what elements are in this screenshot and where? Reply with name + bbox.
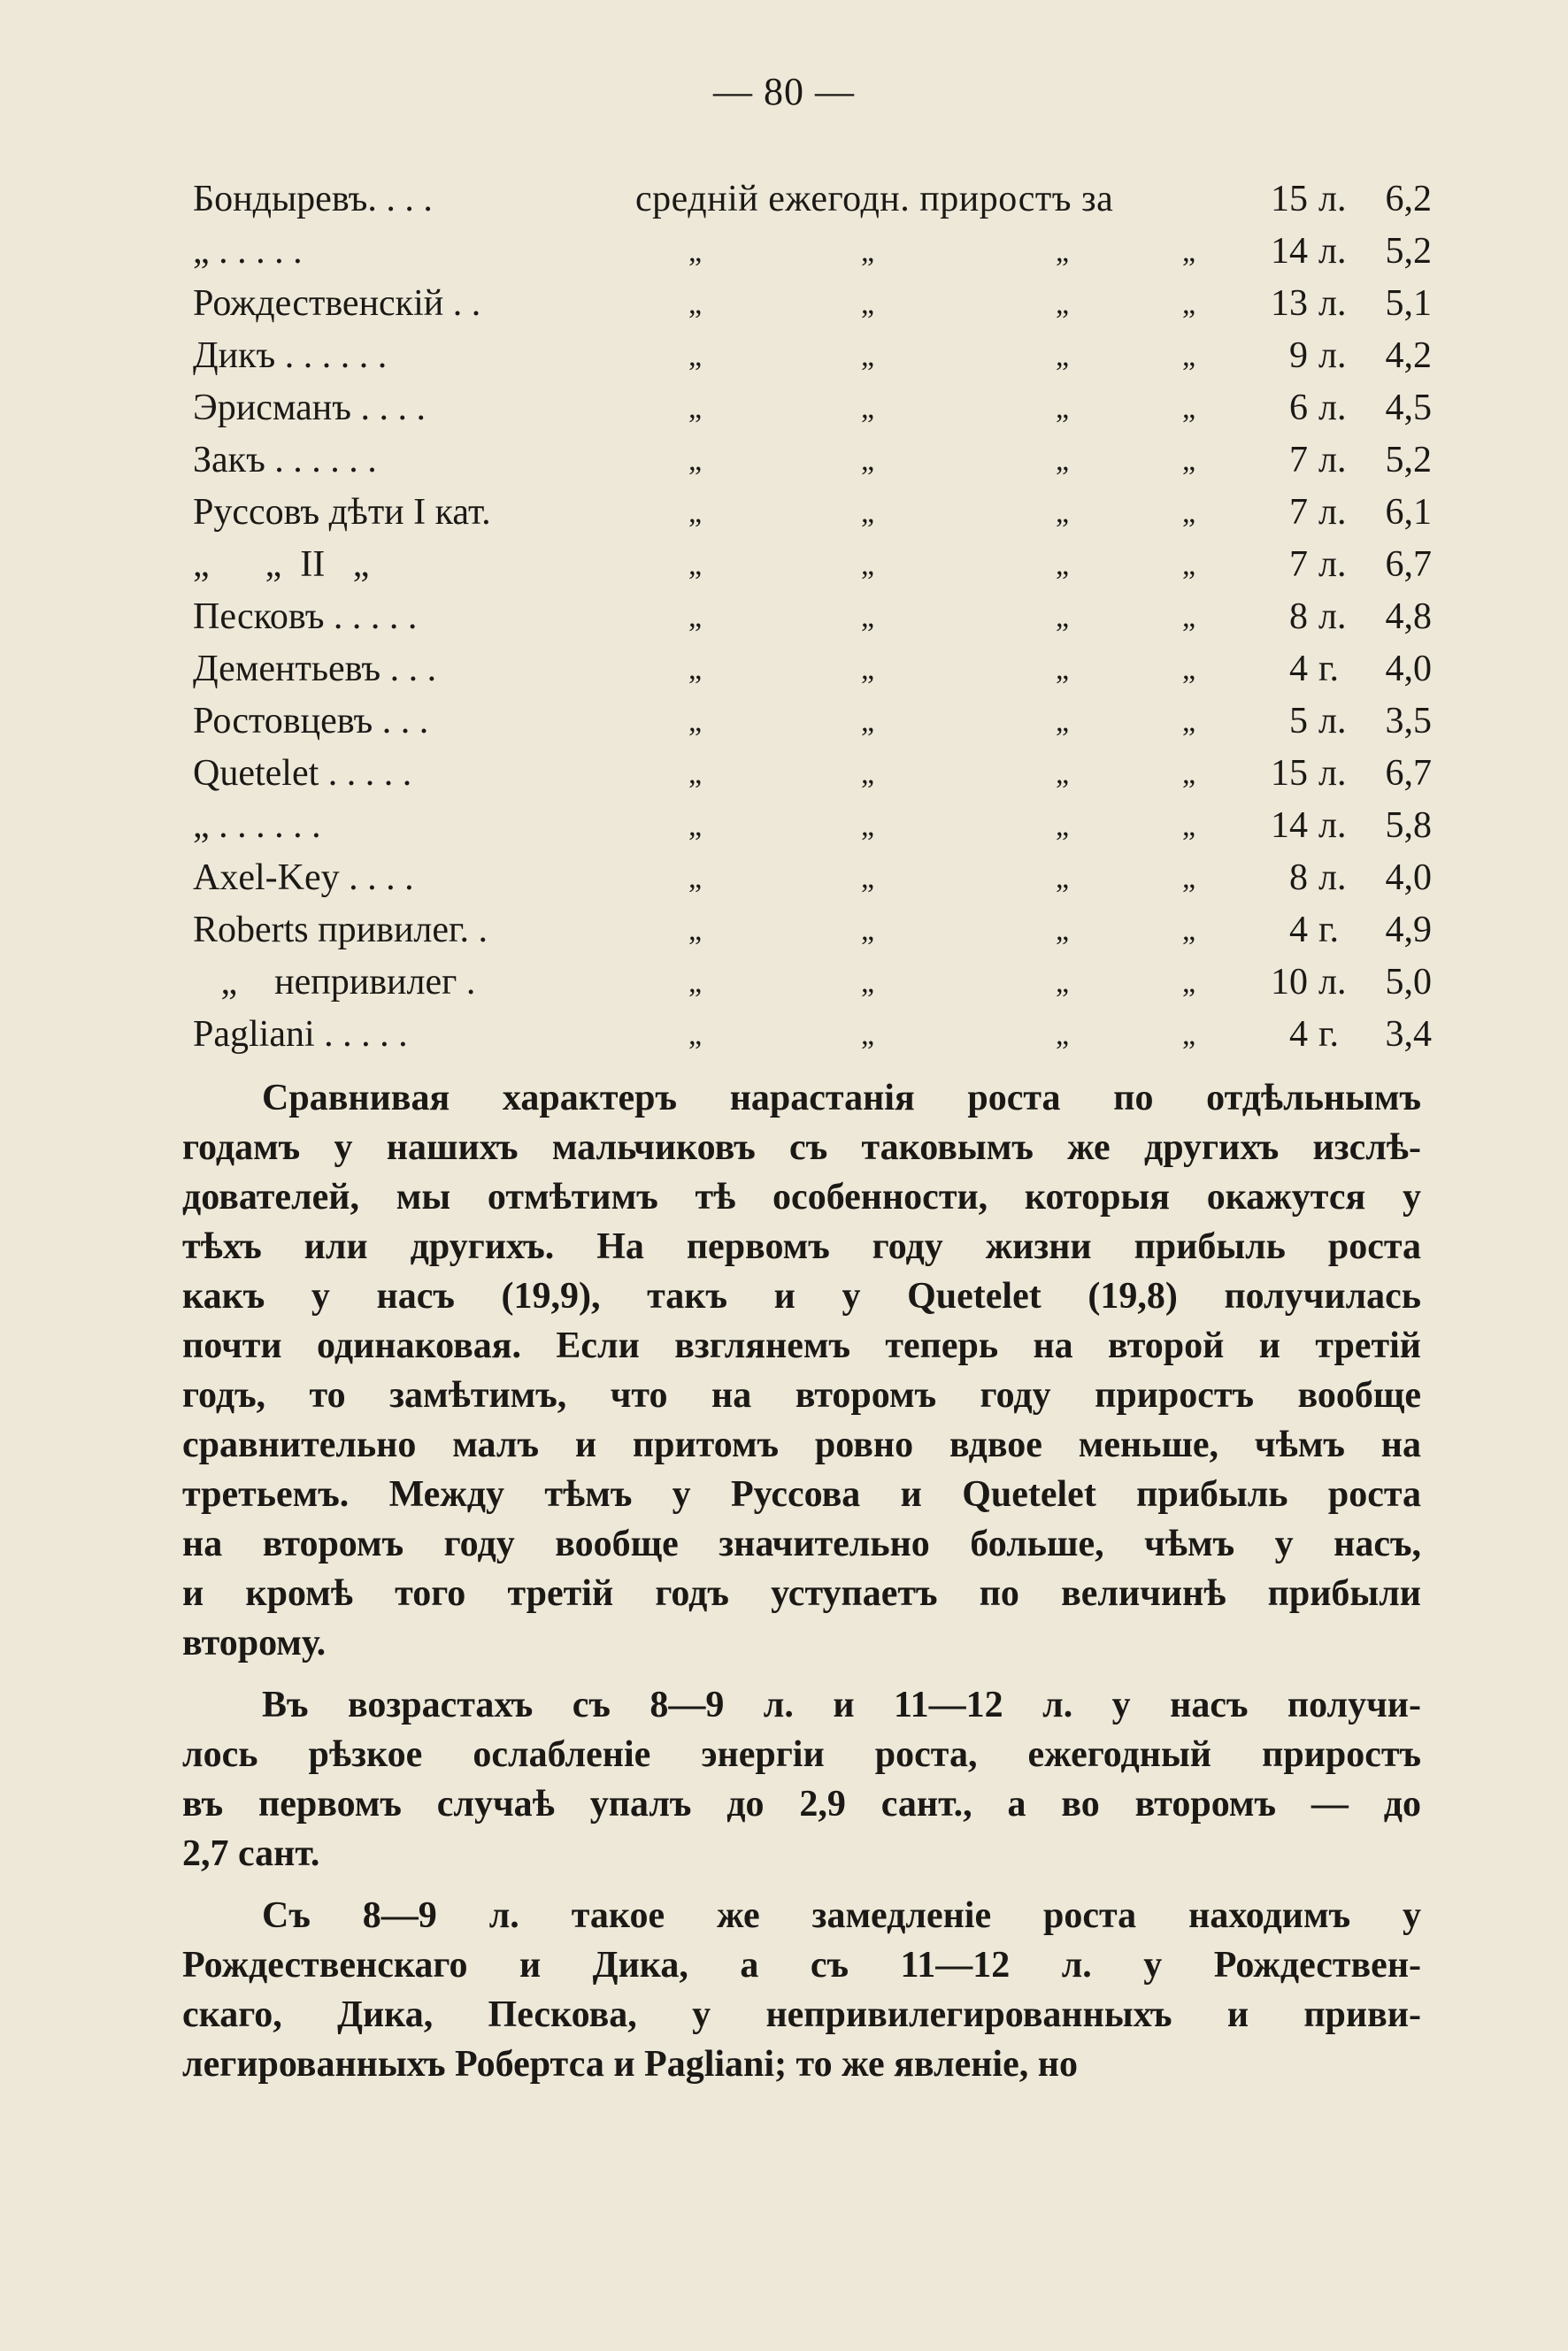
years-count: 13	[1271, 283, 1308, 324]
years-unit: л.	[1318, 701, 1347, 741]
researcher-name: „ непривилег .	[193, 962, 476, 1003]
years-count: 8	[1289, 596, 1308, 637]
years-unit: л.	[1318, 283, 1347, 324]
ditto-mark: „	[688, 496, 703, 529]
ditto-mark: „	[688, 392, 703, 425]
ditto-mark: „	[1056, 496, 1070, 529]
ditto-mark: „	[688, 914, 703, 947]
ditto-mark: „	[1056, 653, 1070, 686]
ditto-mark: „	[688, 288, 703, 320]
text-line: дователей, мы отмѣтимъ тѣ особенности, которыя окажутся у	[182, 1177, 1421, 1218]
ditto-mark: „	[861, 653, 875, 686]
table-row	[193, 539, 1432, 591]
years-count: 4	[1289, 910, 1308, 950]
ditto-mark: „	[1182, 914, 1196, 947]
growth-value: 4,2	[1385, 335, 1432, 376]
text-line: Сравнивая характеръ нарастанія роста по отдѣльнымъ	[262, 1078, 1421, 1118]
text-line: легированныхъ Робертса и Pagliani; то же явленіе, но	[182, 2044, 1078, 2085]
ditto-mark: „	[1182, 862, 1196, 895]
years-count: 14	[1271, 805, 1308, 846]
table-row	[193, 1009, 1432, 1061]
ditto-mark: „	[1056, 810, 1070, 842]
years-count: 7	[1289, 440, 1308, 480]
years-unit: л.	[1318, 179, 1347, 219]
ditto-mark: „	[688, 444, 703, 477]
researcher-name: Руссовъ дѣти I кат.	[193, 492, 491, 533]
years-count: 6	[1289, 388, 1308, 428]
ditto-mark: „	[861, 392, 875, 425]
years-unit: г.	[1318, 1014, 1339, 1055]
years-unit: л.	[1318, 335, 1347, 376]
ditto-mark: „	[1182, 966, 1196, 999]
ditto-mark: „	[861, 757, 875, 790]
researcher-name: Дикъ . . . . . .	[193, 335, 388, 376]
growth-value: 5,8	[1385, 805, 1432, 846]
ditto-mark: „	[688, 966, 703, 999]
text-line: третьемъ. Между тѣмъ у Руссова и Quetelet прибыль роста	[182, 1474, 1421, 1515]
years-unit: л.	[1318, 231, 1347, 272]
ditto-mark: „	[861, 862, 875, 895]
researcher-name: Axel-Key . . . .	[193, 857, 414, 898]
years-count: 7	[1289, 492, 1308, 533]
years-count: 14	[1271, 231, 1308, 272]
growth-value: 6,2	[1385, 179, 1432, 219]
ditto-mark: „	[688, 1018, 703, 1051]
growth-table	[193, 173, 1432, 1061]
ditto-mark: „	[861, 444, 875, 477]
table-row	[193, 957, 1432, 1009]
years-count: 15	[1271, 179, 1308, 219]
years-count: 8	[1289, 857, 1308, 898]
years-count: 10	[1271, 962, 1308, 1003]
years-unit: л.	[1318, 805, 1347, 846]
ditto-mark: „	[1056, 1018, 1070, 1051]
ditto-mark: „	[688, 601, 703, 634]
researcher-name: Рождественскій . .	[193, 283, 481, 324]
researcher-name: „ . . . . . .	[193, 805, 321, 846]
years-count: 15	[1271, 753, 1308, 794]
table-row	[193, 382, 1432, 434]
table-row	[193, 643, 1432, 695]
ditto-mark: „	[688, 862, 703, 895]
text-line: 2,7 сант.	[182, 1833, 320, 1874]
ditto-mark: „	[861, 288, 875, 320]
growth-value: 3,5	[1385, 701, 1432, 741]
years-unit: л.	[1318, 440, 1347, 480]
researcher-name: Дементьевъ . . .	[193, 649, 437, 689]
ditto-mark: „	[1056, 549, 1070, 581]
growth-value: 3,4	[1385, 1014, 1432, 1055]
text-line: тѣхъ или другихъ. На первомъ году жизни прибыль роста	[182, 1226, 1421, 1267]
text-line: въ первомъ случаѣ упалъ до 2,9 сант., а во второмъ — до	[182, 1784, 1421, 1825]
table-label: средній ежегодн. приростъ за	[635, 179, 1114, 219]
text-line: сравнительно малъ и притомъ ровно вдвое меньше, чѣмъ на	[182, 1425, 1421, 1465]
researcher-name: Ростовцевъ . . .	[193, 701, 429, 741]
text-line: почти одинаковая. Если взглянемъ теперь на второй и третій	[182, 1325, 1421, 1366]
researcher-name: Закъ . . . . . .	[193, 440, 377, 480]
ditto-mark: „	[1056, 340, 1070, 373]
growth-value: 4,9	[1385, 910, 1432, 950]
growth-value: 4,8	[1385, 596, 1432, 637]
researcher-name: „ „ II „	[193, 544, 370, 585]
ditto-mark: „	[1056, 757, 1070, 790]
ditto-mark: „	[688, 340, 703, 373]
body-text	[182, 1073, 1421, 2089]
growth-value: 6,7	[1385, 753, 1432, 794]
text-line: Рождественскаго и Дика, а съ 11—12 л. у Рождествен-	[182, 1945, 1421, 1986]
years-count: 5	[1289, 701, 1308, 741]
text-line: скаго, Дика, Пескова, у непривилегированныхъ и приви-	[182, 1994, 1421, 2035]
text-line: какъ у насъ (19,9), такъ и у Quetelet (19,8) получилась	[182, 1276, 1421, 1317]
growth-value: 6,1	[1385, 492, 1432, 533]
years-unit: л.	[1318, 857, 1347, 898]
growth-value: 4,0	[1385, 857, 1432, 898]
years-count: 4	[1289, 649, 1308, 689]
text-line: годъ, то замѣтимъ, что на второмъ году приростъ вообще	[182, 1375, 1421, 1416]
table-row	[193, 800, 1432, 852]
text-line: и кромѣ того третій годъ уступаетъ по величинѣ прибыли	[182, 1573, 1421, 1614]
growth-value: 5,2	[1385, 440, 1432, 480]
paragraph	[182, 1891, 1421, 2089]
ditto-mark: „	[1182, 653, 1196, 686]
researcher-name: „ . . . . .	[193, 231, 303, 272]
table-row	[193, 434, 1432, 487]
researcher-name: Песковъ . . . . .	[193, 596, 418, 637]
researcher-name: Roberts привилег. .	[193, 910, 488, 950]
years-unit: л.	[1318, 596, 1347, 637]
ditto-mark: „	[1056, 914, 1070, 947]
ditto-mark: „	[1056, 288, 1070, 320]
growth-value: 5,2	[1385, 231, 1432, 272]
ditto-mark: „	[688, 705, 703, 738]
ditto-mark: „	[1056, 862, 1070, 895]
years-unit: г.	[1318, 910, 1339, 950]
ditto-mark: „	[1182, 340, 1196, 373]
text-line: лось рѣзкое ослабленіе энергіи роста, ежегодный приростъ	[182, 1734, 1421, 1775]
ditto-mark: „	[1056, 601, 1070, 634]
growth-value: 4,5	[1385, 388, 1432, 428]
ditto-mark: „	[861, 549, 875, 581]
paragraph	[182, 1073, 1421, 1668]
ditto-mark: „	[1056, 235, 1070, 268]
years-count: 7	[1289, 544, 1308, 585]
researcher-name: Pagliani . . . . .	[193, 1014, 408, 1055]
researcher-name: Эрисманъ . . . .	[193, 388, 426, 428]
ditto-mark: „	[861, 810, 875, 842]
ditto-mark: „	[688, 235, 703, 268]
growth-value: 5,1	[1385, 283, 1432, 324]
table-row	[193, 904, 1432, 957]
ditto-mark: „	[1182, 810, 1196, 842]
years-count: 4	[1289, 1014, 1308, 1055]
ditto-mark: „	[1182, 235, 1196, 268]
researcher-name: Quetelet . . . . .	[193, 753, 412, 794]
ditto-mark: „	[1056, 966, 1070, 999]
researcher-name: Бондыревъ. . . .	[193, 179, 433, 219]
table-row	[193, 852, 1432, 904]
years-unit: л.	[1318, 544, 1347, 585]
table-row	[193, 748, 1432, 800]
table-row	[193, 173, 1432, 226]
paragraph	[182, 1680, 1421, 1878]
ditto-mark: „	[1056, 392, 1070, 425]
ditto-mark: „	[861, 496, 875, 529]
years-unit: л.	[1318, 492, 1347, 533]
ditto-mark: „	[861, 1018, 875, 1051]
growth-value: 6,7	[1385, 544, 1432, 585]
table-row	[193, 695, 1432, 748]
ditto-mark: „	[1182, 392, 1196, 425]
ditto-mark: „	[1056, 705, 1070, 738]
years-unit: г.	[1318, 649, 1339, 689]
page-number: — 80 —	[713, 70, 855, 113]
ditto-mark: „	[1182, 1018, 1196, 1051]
ditto-mark: „	[1182, 705, 1196, 738]
ditto-mark: „	[861, 966, 875, 999]
ditto-mark: „	[861, 914, 875, 947]
text-line: Въ возрастахъ съ 8—9 л. и 11—12 л. у насъ получи-	[262, 1685, 1421, 1725]
years-unit: л.	[1318, 753, 1347, 794]
ditto-mark: „	[1056, 444, 1070, 477]
years-unit: л.	[1318, 962, 1347, 1003]
ditto-mark: „	[861, 705, 875, 738]
ditto-mark: „	[1182, 549, 1196, 581]
ditto-mark: „	[861, 235, 875, 268]
table-row	[193, 487, 1432, 539]
growth-value: 4,0	[1385, 649, 1432, 689]
ditto-mark: „	[688, 653, 703, 686]
ditto-mark: „	[1182, 444, 1196, 477]
table-row	[193, 330, 1432, 382]
ditto-mark: „	[688, 810, 703, 842]
ditto-mark: „	[1182, 601, 1196, 634]
ditto-mark: „	[1182, 757, 1196, 790]
ditto-mark: „	[688, 549, 703, 581]
text-line: годамъ у нашихъ мальчиковъ съ таковымъ же другихъ изслѣ-	[182, 1127, 1421, 1168]
text-line: Съ 8—9 л. такое же замедленіе роста находимъ у	[262, 1895, 1421, 1936]
table-row	[193, 591, 1432, 643]
ditto-mark: „	[1182, 496, 1196, 529]
text-line: на второмъ году вообще значительно больше, чѣмъ у насъ,	[182, 1524, 1421, 1564]
growth-value: 5,0	[1385, 962, 1432, 1003]
ditto-mark: „	[861, 601, 875, 634]
ditto-mark: „	[688, 757, 703, 790]
years-unit: л.	[1318, 388, 1347, 428]
text-line: второму.	[182, 1623, 327, 1663]
years-count: 9	[1289, 335, 1308, 376]
table-row	[193, 278, 1432, 330]
ditto-mark: „	[1182, 288, 1196, 320]
table-row	[193, 226, 1432, 278]
ditto-mark: „	[861, 340, 875, 373]
